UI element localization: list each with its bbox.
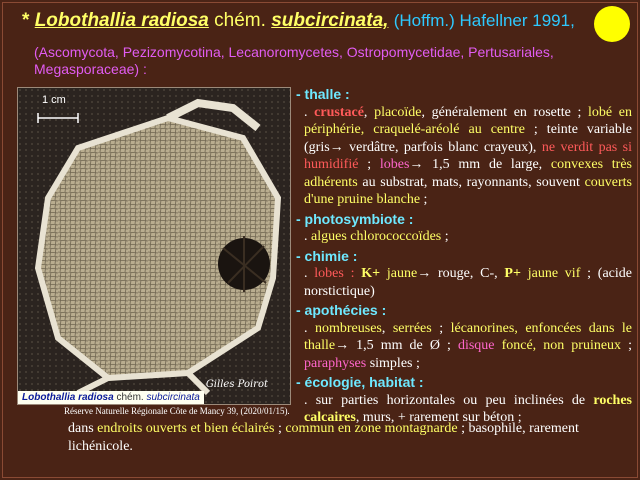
lichen-photo-illustration [18, 88, 290, 404]
eco-t2: roches calcaires [304, 392, 632, 425]
thalle-t6: lobé en périphérie, craquelé-aréolé au centre [304, 104, 633, 137]
photo-caption [18, 391, 204, 404]
apo-t6: lécanorines, enfoncées dans le thalle [304, 320, 633, 353]
thalle-t12: → 1,5 mm de large, [409, 157, 551, 172]
title-author: (Hoffm.) Hafellner 1991, [393, 11, 575, 30]
chimie-t5: → rouge, C-, [417, 266, 505, 281]
apo-t4: serrées [392, 320, 432, 336]
apo-t5: ; [431, 320, 451, 336]
page-title [22, 10, 592, 32]
lichen-photo [17, 87, 291, 405]
thalle-t10: ; [358, 157, 380, 172]
thalle-t14: au substrat, mats, rayonnants, souvent [357, 174, 585, 190]
photo-t2: algues chlorococcoïdes [311, 229, 442, 244]
photo-t3: ; [441, 229, 449, 244]
chimie-t8: ; (acide norstictique) [304, 266, 632, 299]
caption-genus: Lobothallia radiosa [22, 392, 114, 403]
apo-t2: nombreuses [314, 320, 382, 336]
chimie-t6: P+ [504, 266, 521, 281]
thalle-t2: crustacé [314, 104, 364, 120]
eco-t3: , murs, + rarement sur béton ; [355, 410, 522, 425]
tail-t3: ; [274, 421, 286, 436]
section-photosymbiote-heading: - photosymbiote : [296, 210, 414, 227]
section-apothecies-heading: - apothécies : [296, 302, 387, 318]
chimie-t1: . [304, 266, 315, 281]
thalle-t11: lobes [379, 157, 410, 172]
chimie-t3: K+ [361, 266, 381, 281]
taxonomy: (Ascomycota, Pezizomycotina, Lecanoromycetes, Ostropomycetidae, Pertusariales, Megasporaceae) : [34, 44, 554, 77]
tail-t1: dans [68, 421, 98, 436]
section-photosymbiote-body [296, 228, 632, 246]
chimie-t4: jaune [380, 266, 418, 281]
photo-t1: . [304, 229, 311, 244]
caption-variety: subcircinata [146, 392, 200, 403]
eco-t1: . sur parties horizontales ou peu inclinées de [304, 392, 594, 408]
apo-t3: , [381, 320, 393, 336]
apo-t12: simples ; [366, 355, 420, 371]
thalle-t7: ; teinte variable (gris [304, 122, 632, 155]
apo-t1: . [304, 320, 315, 336]
photographer-signature: Gilles Poirot [205, 379, 268, 390]
title-star: * [22, 10, 30, 31]
apo-t10: ; [621, 338, 632, 353]
photo-source: Réserve Naturelle Régionale Côte de Mancy 39, (2020/01/15). [64, 406, 290, 416]
title-chem: chém. [214, 10, 266, 31]
thalle-t4: placoïde [374, 104, 422, 120]
sun-icon [594, 6, 630, 42]
ecologie-continuation [68, 420, 630, 455]
thalle-t13: convexes très adhérents [304, 157, 632, 190]
tail-t5: ; basophile, rarement lichénicole. [68, 421, 579, 454]
section-thalle-heading: - thalle : [296, 86, 350, 102]
caption-chem: chém. [116, 392, 144, 403]
section-apothecies-body [296, 320, 632, 373]
chimie-t7: jaune vif [520, 266, 581, 281]
title-genus: Lobothallia radiosa [34, 10, 209, 31]
section-chimie-heading: - chimie : [296, 247, 358, 264]
apo-t7: → 1,5 mm de Ø ; [335, 338, 458, 353]
tail-t2: endroits ouverts et bien éclairés [97, 421, 275, 436]
thalle-t3: , [363, 104, 375, 120]
thalle-t15: couverts d'une pruine blanche [304, 174, 632, 207]
apo-t9: foncé, non pruineux [494, 338, 622, 353]
description [296, 84, 632, 427]
section-thalle-body [296, 104, 632, 209]
thalle-t5: , généralement en rosette ; [421, 104, 589, 120]
tail-t4: commun en zone montagnarde [285, 421, 458, 436]
scale-label: 1 cm [42, 94, 66, 106]
thalle-t16: ; [420, 192, 428, 207]
section-chimie-body [296, 265, 632, 300]
thalle-t9: ne verdit pas si humidifié [304, 139, 633, 172]
section-ecologie-heading: - écologie, habitat : [296, 374, 424, 390]
title-variety: subcircinata, [271, 10, 389, 31]
apo-t11: paraphyses [304, 355, 367, 371]
apo-t8: disque [457, 338, 495, 353]
thalle-t1: . [304, 104, 315, 120]
chimie-t2: lobes : [314, 266, 362, 281]
thalle-t8: → verdâtre, parfois blanc crayeux), [329, 139, 542, 155]
